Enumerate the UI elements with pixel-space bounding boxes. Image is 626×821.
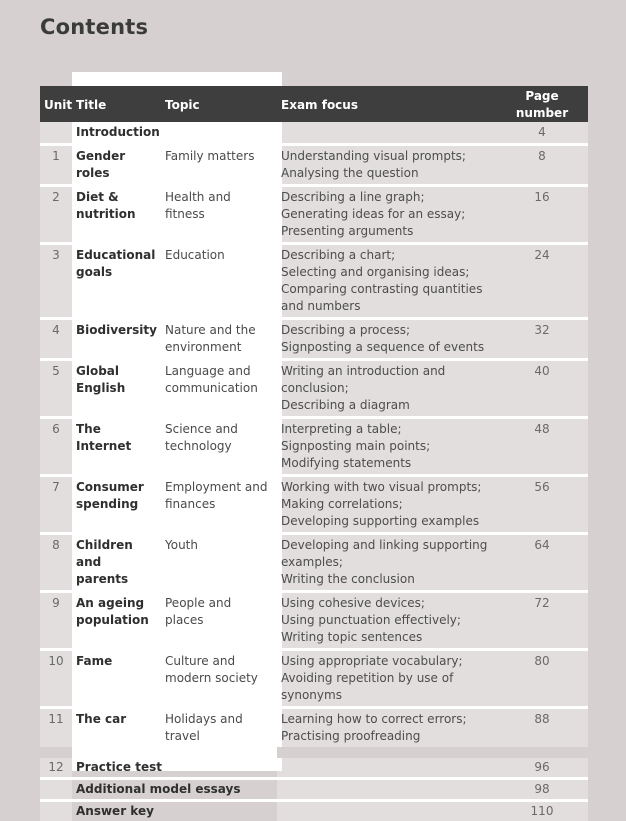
topic-cell: Holidays and travel	[161, 708, 277, 753]
exam-focus-item: Generating ideas for an essay;	[281, 206, 492, 223]
unit-cell: 12	[40, 753, 72, 779]
exam-focus-item: Understanding visual prompts;	[281, 148, 492, 165]
topic-cell: Science and technology	[161, 418, 277, 476]
exam-focus-item: Selecting and organising ideas;	[281, 264, 492, 281]
page-number-cell: 88	[496, 708, 588, 753]
table-header-row	[40, 86, 588, 122]
table-row	[40, 145, 588, 186]
exam-focus-item: Comparing contrasting quantities and numbers	[281, 281, 492, 315]
exam-focus-cell	[277, 319, 496, 360]
page-number-cell: 80	[496, 650, 588, 708]
title-cell: Biodiversity	[72, 319, 161, 360]
page-number-cell: 56	[496, 476, 588, 534]
header-title: Title	[72, 86, 161, 122]
page-number-cell: 8	[496, 145, 588, 186]
exam-focus-cell	[277, 753, 496, 779]
exam-focus-item: Working with two visual prompts;	[281, 479, 492, 496]
topic-cell	[161, 122, 277, 145]
page-number-cell: 64	[496, 534, 588, 592]
table-row	[40, 592, 588, 650]
title-cell: Additional model essays	[72, 779, 277, 801]
exam-focus-cell	[277, 186, 496, 244]
exam-focus-cell	[277, 360, 496, 418]
topic-cell: Employment and finances	[161, 476, 277, 534]
exam-focus-item: Describing a chart;	[281, 247, 492, 264]
exam-focus-item: Modifying statements	[281, 455, 492, 472]
unit-cell: 6	[40, 418, 72, 476]
table-row	[40, 650, 588, 708]
exam-focus-cell	[277, 534, 496, 592]
page-number-cell: 4	[496, 122, 588, 145]
exam-focus-item: Practising proofreading	[281, 728, 492, 745]
unit-cell	[40, 122, 72, 145]
table-row	[40, 534, 588, 592]
unit-cell: 10	[40, 650, 72, 708]
topic-cell: Culture and modern society	[161, 650, 277, 708]
topic-cell: Language and communication	[161, 360, 277, 418]
unit-cell: 7	[40, 476, 72, 534]
page-number-cell: 24	[496, 244, 588, 319]
topic-cell: Family matters	[161, 145, 277, 186]
title-cell: Global English	[72, 360, 161, 418]
table-row	[40, 186, 588, 244]
unit-cell	[40, 779, 72, 801]
exam-focus-cell	[277, 418, 496, 476]
unit-cell: 3	[40, 244, 72, 319]
unit-cell: 2	[40, 186, 72, 244]
topic-cell: Nature and the environment	[161, 319, 277, 360]
exam-focus-cell	[277, 244, 496, 319]
exam-focus-item: Writing the conclusion	[281, 571, 492, 588]
exam-focus-item: Signposting a sequence of events	[281, 339, 492, 356]
title-cell: Gender roles	[72, 145, 161, 186]
exam-focus-cell	[277, 145, 496, 186]
exam-focus-cell	[277, 779, 496, 801]
title-cell: An ageing population	[72, 592, 161, 650]
topic-cell: Health and fitness	[161, 186, 277, 244]
title-cell: Diet & nutrition	[72, 186, 161, 244]
title-cell: Fame	[72, 650, 161, 708]
exam-focus-item: Signposting main points;	[281, 438, 492, 455]
page-number-cell: 48	[496, 418, 588, 476]
exam-focus-item: Interpreting a table;	[281, 421, 492, 438]
page-number-cell: 96	[496, 753, 588, 779]
table-row-introduction	[40, 122, 588, 145]
page-number-cell: 110	[496, 801, 588, 821]
title-cell: Children and parents	[72, 534, 161, 592]
topic-cell: People and places	[161, 592, 277, 650]
exam-focus-item: Developing and linking supporting examples;	[281, 537, 492, 571]
header-unit: Unit	[40, 86, 72, 122]
exam-focus-item: Making correlations;	[281, 496, 492, 513]
table-row-back-matter	[40, 801, 588, 821]
exam-focus-item: Describing a process;	[281, 322, 492, 339]
exam-focus-item: Writing an introduction and conclusion;	[281, 363, 492, 397]
contents-table	[40, 86, 588, 821]
exam-focus-cell	[277, 801, 496, 821]
page-number-cell: 32	[496, 319, 588, 360]
unit-cell: 9	[40, 592, 72, 650]
table-row	[40, 418, 588, 476]
exam-focus-item: Describing a line graph;	[281, 189, 492, 206]
exam-focus-item: Describing a diagram	[281, 397, 492, 414]
table-row	[40, 708, 588, 753]
header-topic: Topic	[161, 86, 277, 122]
title-cell: Consumer spending	[72, 476, 161, 534]
table-row	[40, 360, 588, 418]
title-cell: Practice test	[72, 753, 277, 779]
unit-cell: 8	[40, 534, 72, 592]
table-row	[40, 476, 588, 534]
topic-cell: Youth	[161, 534, 277, 592]
exam-focus-cell	[277, 708, 496, 753]
exam-focus-item: Using appropriate vocabulary;	[281, 653, 492, 670]
exam-focus-item: Presenting arguments	[281, 223, 492, 240]
unit-cell: 4	[40, 319, 72, 360]
title-cell: The Internet	[72, 418, 161, 476]
topic-cell: Education	[161, 244, 277, 319]
page-number-cell: 72	[496, 592, 588, 650]
page-number-cell: 16	[496, 186, 588, 244]
exam-focus-cell	[277, 122, 496, 145]
page-title: Contents	[40, 15, 148, 39]
exam-focus-item: Developing supporting examples	[281, 513, 492, 530]
exam-focus-item: Using punctuation effectively;	[281, 612, 492, 629]
exam-focus-cell	[277, 592, 496, 650]
exam-focus-item: Learning how to correct errors;	[281, 711, 492, 728]
title-cell: The car	[72, 708, 161, 753]
exam-focus-item: Writing topic sentences	[281, 629, 492, 646]
unit-cell: 1	[40, 145, 72, 186]
exam-focus-item: Analysing the question	[281, 165, 492, 182]
title-cell: Answer key	[72, 801, 277, 821]
table-row	[40, 244, 588, 319]
title-cell: Educational goals	[72, 244, 161, 319]
table-row-back-matter	[40, 753, 588, 779]
exam-focus-cell	[277, 650, 496, 708]
title-cell: Introduction	[72, 122, 161, 145]
unit-cell: 5	[40, 360, 72, 418]
unit-cell	[40, 801, 72, 821]
exam-focus-item: Using cohesive devices;	[281, 595, 492, 612]
table-row	[40, 319, 588, 360]
table-row-back-matter	[40, 779, 588, 801]
exam-focus-item: Avoiding repetition by use of synonyms	[281, 670, 492, 704]
header-exam-focus: Exam focus	[277, 86, 496, 122]
page-number-cell: 40	[496, 360, 588, 418]
exam-focus-cell	[277, 476, 496, 534]
page-number-cell: 98	[496, 779, 588, 801]
unit-cell: 11	[40, 708, 72, 753]
header-page-number: Page number	[496, 86, 588, 122]
